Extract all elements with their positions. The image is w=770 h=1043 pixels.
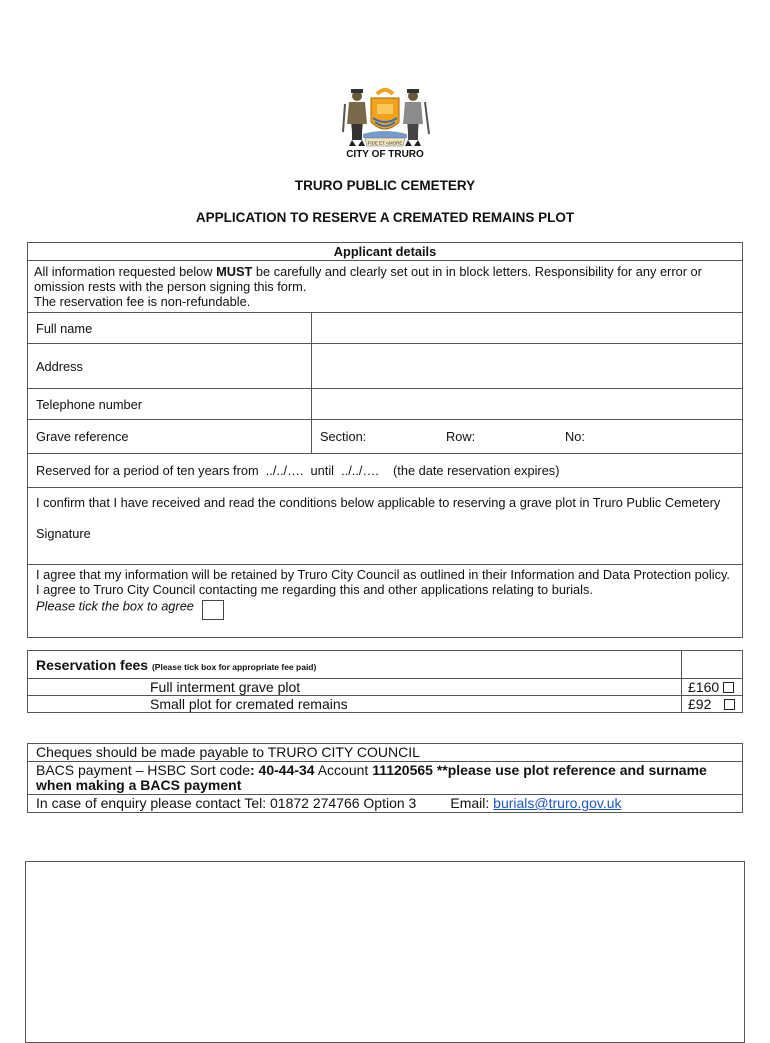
full-name-label: Full name [28, 313, 312, 344]
enquiry-row [28, 795, 743, 813]
confirmation-block [28, 488, 743, 565]
instructions-post: be carefully and clearly set out in in block letters. Responsibility for any error or omission rests with the person signing this form. [34, 264, 702, 294]
fee-small-plot-amount: £92 [688, 696, 712, 712]
city-crest-logo [337, 84, 433, 150]
instructions-pre: All information requested below [34, 264, 217, 279]
telephone-label: Telephone number [28, 389, 312, 420]
fee-full-interment-amount: £160 [688, 679, 720, 695]
fees-heading-price-cell [682, 651, 743, 679]
fee-small-plot-label: Small plot for cremated remains [28, 696, 682, 713]
fees-heading [28, 651, 682, 679]
applicant-details-heading: Applicant details [28, 243, 743, 261]
email-label: Email: [450, 795, 494, 811]
tick-instruction: Please tick the box to agree [36, 598, 194, 614]
confirmation-text: I confirm that I have received and read the conditions below applicable to reserving a grave plot in Truro Public Cemetery [36, 495, 721, 510]
contact-consent-text: I agree to Truro City Council contacting me regarding this and other applications relating to burials. [36, 582, 593, 597]
bacs-note: **please use plot reference and surname when making a BACS payment [36, 762, 707, 793]
address-field[interactable] [312, 344, 743, 389]
privacy-block [28, 565, 743, 638]
crest-shield [371, 90, 399, 129]
bacs-account-label: Account [314, 762, 373, 778]
grave-reference-field[interactable] [312, 420, 743, 454]
office-use-box [25, 861, 745, 1043]
grave-reference-label: Grave reference [28, 420, 312, 454]
fee-small-plot-price [682, 696, 743, 713]
reservation-period: Reserved for a period of ten years from ../../…. until ../../…. (the date reservation expires) [28, 454, 743, 488]
no-label: No: [565, 429, 585, 444]
bacs-account-number: 11120565 [372, 762, 433, 778]
payment-info-table [27, 743, 743, 813]
agree-checkbox[interactable] [202, 600, 224, 620]
non-refundable-note: The reservation fee is non-refundable. [34, 294, 251, 309]
bacs-payment-text [28, 762, 743, 795]
city-name: CITY OF TRURO [346, 149, 424, 160]
fee-full-interment-price [682, 679, 743, 696]
bacs-pre: BACS payment – HSBC Sort code [36, 762, 250, 778]
reservation-fees-table [27, 650, 743, 713]
fee-full-interment-checkbox[interactable] [723, 682, 734, 693]
document-subtitle: APPLICATION TO RESERVE A CREMATED REMAINS PLOT [195, 210, 575, 225]
fee-small-plot-checkbox[interactable] [724, 699, 735, 710]
bacs-sort-code: : 40-44-34 [250, 762, 315, 778]
instructions-text [28, 261, 743, 313]
telephone-field[interactable] [312, 389, 743, 420]
email-link[interactable]: burials@truro.gov.uk [493, 795, 622, 811]
privacy-text: I agree that my information will be retained by Truro City Council as outlined in their Information and Data Protection policy. [36, 567, 730, 582]
address-label: Address [28, 344, 312, 389]
signature-label: Signature [36, 526, 91, 541]
applicant-details-table [27, 242, 743, 638]
cheques-text: Cheques should be made payable to TRURO CITY COUNCIL [28, 744, 743, 762]
fee-full-interment-label: Full interment grave plot [28, 679, 682, 696]
full-name-field[interactable] [312, 313, 743, 344]
row-label: Row: [446, 429, 476, 444]
enquiry-text: In case of enquiry please contact Tel: 01872 274766 Option 3 [36, 795, 417, 811]
document-title: TRURO PUBLIC CEMETERY [294, 178, 476, 193]
fees-heading-note: (Please tick box for appropriate fee paid) [151, 661, 317, 672]
section-label: Section: [320, 429, 367, 444]
instructions-must: MUST [216, 264, 253, 279]
fees-heading-text: Reservation fees [36, 656, 152, 673]
crest-motto: FIDE ET AMORE [367, 140, 403, 146]
